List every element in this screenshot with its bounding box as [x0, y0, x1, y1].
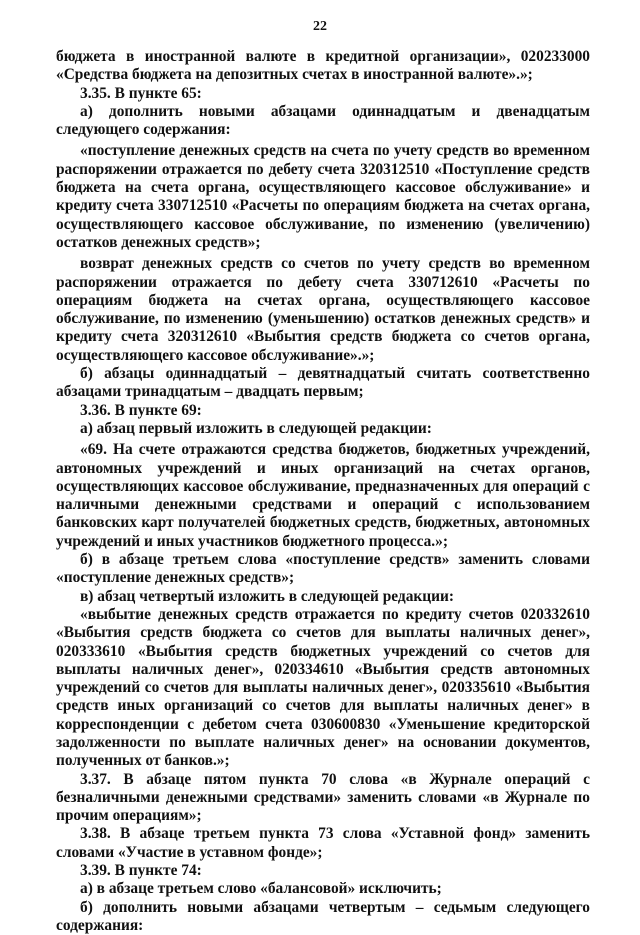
paragraph: бюджета в иностранной валюте в кредитной организации», 020233000 «Средства бюджета на депозитных счетах в иностранной валюте».»; [56, 48, 590, 84]
paragraph: «выбытие денежных средств отражается по кредиту счетов 020332610 «Выбытия средств бюджета со счетов для выплаты наличных денег», 020333610 «Выбытия средств бюджетных учреждений со счетов для выплаты наличных денег», 020334610 «Выбытия средств автономных учреждений со счетов для выплаты наличных денег», 020335610 «Выбытия средств иных организаций со счетов для выплаты наличных денег» в корреспонденции с дебетом счета 030600830 «Уменьшение кредиторской задолженности по выплате наличных денег» на основании документов, полученных от банков.»; [56, 605, 590, 770]
paragraph: 3.36. В пункте 69: [80, 401, 202, 419]
paragraph: б) дополнить новыми абзацами четвертым – седьмым следующего содержания: [56, 898, 590, 934]
paragraph: 3.38. В абзаце третьем пункта 73 слова «Уставной фонд» заменить словами «Участие в уставном фонде»; [56, 825, 590, 861]
paragraph: 3.37. В абзаце пятом пункта 70 слова «в Журнале операций с безналичными денежными средствами» заменить словами «в Журнале по прочим операциям»; [56, 770, 590, 825]
paragraph: «поступление денежных средств на счета по учету средств во временном распоряжении отражается по дебету счета 320312510 «Поступление средств бюджета на счета органа, осуществляющего кассовое обслуживание» и кредиту счета 330712510 «Расчеты по операциям бюджета на счетах органа, осуществляющего кассовое обслуживание, по изменению (увеличению) остатков денежных средств»; [56, 142, 590, 251]
paragraph: «69. На счете отражаются средства бюджетов, бюджетных учреждений, автономных учреждений и иных организаций на счетах органов, осуществляющих кассовое обслуживание, предназначенных для операций с наличными денежными средствами и операций с использованием банковских карт получателей бюджетных средств, бюджетных, автономных учреждений и иных участников бюджетного процесса.»; [56, 441, 590, 550]
paragraph: б) абзацы одиннадцатый – девятнадцатый считать соответственно абзацами тринадцатым – двадцать первым; [56, 365, 590, 401]
paragraph: в) абзац четвертый изложить в следующей редакции: [80, 587, 455, 605]
paragraph: а) в абзаце третьем слово «балансовой» исключить; [80, 880, 442, 898]
page-number: 22 [313, 19, 327, 34]
paragraph: а) дополнить новыми абзацами одиннадцатым и двенадцатым следующего содержания: [56, 102, 590, 139]
paragraph: возврат денежных средств со счетов по учету средств во временном распоряжении отражается по дебету счета 330712610 «Расчеты по операциям бюджета на счетах органа, осуществляющего кассовое обслуживание, по изменению (уменьшению) остатков денежных средств» и кредиту счета 320312610 «Выбытия средств бюджета со счетов органа, осуществляющего кассовое обслуживание».»; [56, 255, 590, 364]
paragraph: а) абзац первый изложить в следующей редакции: [80, 419, 432, 437]
paragraph: 3.39. В пункте 74: [80, 862, 202, 880]
paragraph: б) в абзаце третьем слова «поступление средств» заменить словами «поступление денежных средств»; [56, 551, 590, 587]
paragraph: 3.35. В пункте 65: [80, 84, 202, 102]
document-body [56, 48, 590, 935]
